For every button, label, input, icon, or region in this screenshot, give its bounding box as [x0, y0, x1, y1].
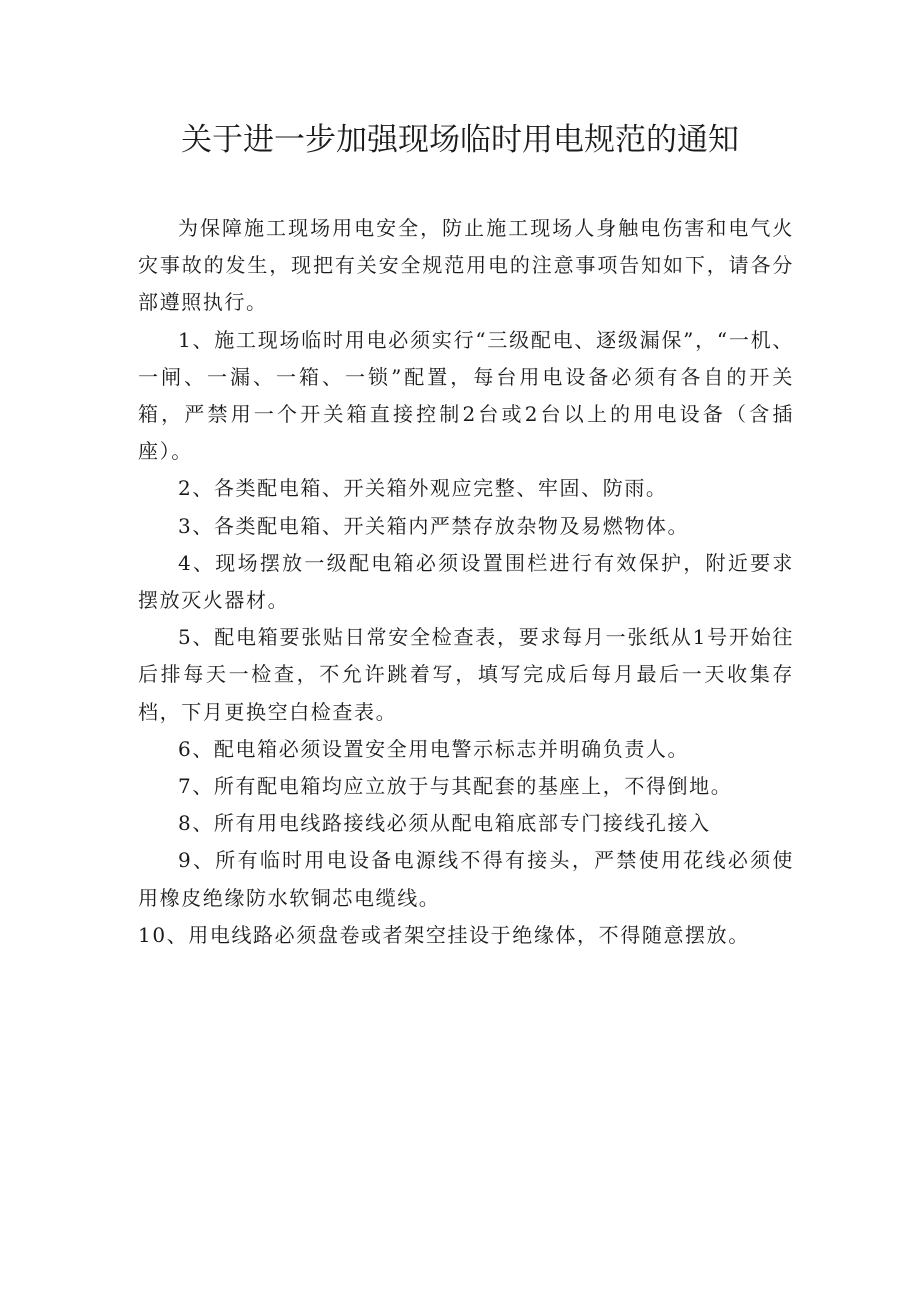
item-3: 3、各类配电箱、开关箱内严禁存放杂物及易燃物体。: [178, 513, 690, 538]
item-7: 7、所有配电箱均应立放于与其配套的基座上，不得倒地。: [178, 774, 733, 799]
item-10: 10、用电线路必须盘卷或者架空挂设于绝缘体，不得随意摆放。: [138, 922, 750, 947]
item-4: 4、现场摆放一级配电箱必须设置围栏进行有效保护，附近要求摆放灭火器材。: [138, 550, 794, 613]
item-9: 9、所有临时用电设备电源线不得有接头，严禁使用花线必须使用橡皮绝缘防水软铜芯电缆线。: [138, 848, 794, 910]
document-body: [138, 210, 794, 954]
item-2: 2、各类配电箱、开关箱外观应完整、牢固、防雨。: [178, 476, 668, 501]
item-8: 8、所有用电线路接线必须从配电箱底部专门接线孔接入: [178, 811, 711, 836]
intro-paragraph: 为保障施工现场用电安全，防止施工现场人身触电伤害和电气火灾事故的发生，现把有关安全规范用电的注意事项告知如下，请各分部遵照执行。: [138, 216, 794, 315]
item-5: 5、配电箱要张贴日常安全检查表，要求每月一张纸从1号开始往后排每天一检查，不允许跳着写，填写完成后每月最后一天收集存档，下月更换空白检查表。: [138, 625, 794, 724]
document-title: 关于进一步加强现场临时用电规范的通知: [181, 122, 739, 158]
item-1: 1、施工现场临时用电必须实行“三级配电、逐级漏保”，“一机、一闸、一漏、一箱、一锁”配置，每台用电设备必须有各自的开关箱，严禁用一个开关箱直接控制2台或2台以上的用电设备（含插座）。: [138, 327, 794, 464]
item-6: 6、配电箱必须设置安全用电警示标志并明确负责人。: [178, 736, 690, 761]
